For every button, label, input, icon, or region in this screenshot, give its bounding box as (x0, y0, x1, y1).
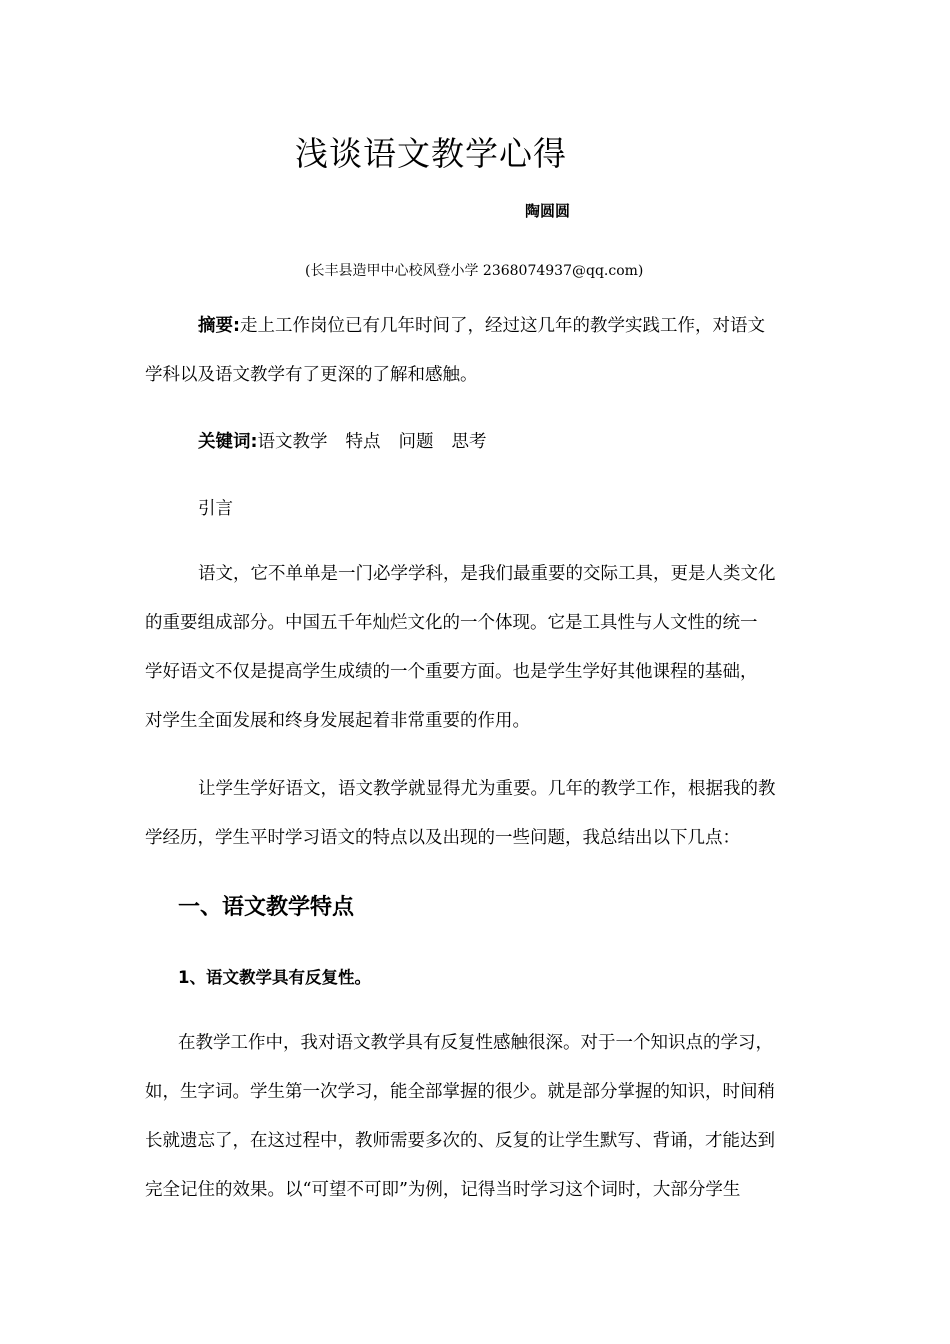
abstract-line: 学科以及语文教学有了更深的了解和感触。 (145, 365, 478, 385)
paragraph-line: 如，生字词。学生第一次学习，能全部掌握的很少。就是部分掌握的知识，时间稍 (145, 1082, 775, 1102)
keyword: 语文教学 (257, 432, 328, 452)
abstract-label: 摘要: (198, 316, 240, 336)
keyword: 思考 (451, 432, 487, 452)
subsection-heading: 1、语文教学具有反复性。 (178, 968, 371, 987)
paragraph-line: 学好语文不仅是提高学生成绩的一个重要方面。也是学生学好其他课程的基础， (145, 662, 758, 682)
intro-heading: 引言 (198, 499, 233, 519)
section-heading: 一、语文教学特点 (178, 895, 355, 920)
paragraph-line: 对学生全面发展和终身发展起着非常重要的作用。 (145, 711, 530, 731)
document-title: 浅谈语文教学心得 (295, 134, 567, 173)
paragraph-line: 让学生学好语文，语文教学就显得尤为重要。几年的教学工作，根据我的教 (198, 779, 776, 799)
paragraph-1 (145, 550, 807, 746)
keyword: 问题 (398, 432, 434, 452)
paragraph-line: 的重要组成部分。中国五千年灿烂文化的一个体现。它是工具性与人文性的统一 (145, 613, 758, 633)
keywords-label: 关键词: (198, 432, 258, 452)
paragraph-2 (145, 765, 807, 863)
paragraph-line: 学经历，学生平时学习语文的特点以及出现的一些问题，我总结出以下几点： (145, 828, 740, 848)
paragraph-line: 长就遗忘了，在这过程中，教师需要多次的、反复的让学生默写、背诵，才能达到 (145, 1131, 775, 1151)
paragraph-line: 在教学工作中，我对语文教学具有反复性感触很深。对于一个知识点的学习， (178, 1033, 773, 1053)
keywords (198, 428, 487, 453)
abstract (145, 302, 807, 400)
author-name: 陶圆圆 (525, 202, 571, 220)
abstract-text: 走上工作岗位已有几年时间了，经过这几年的教学实践工作，对语文 (240, 316, 765, 336)
author-affiliation: (长丰县造甲中心校风登小学 2368074937@qq.com) (305, 263, 644, 279)
keyword: 特点 (345, 432, 381, 452)
paragraph-line: 完全记住的效果。以“可望不可即”为例，记得当时学习这个词时，大部分学生 (145, 1180, 741, 1200)
abstract-line (145, 302, 807, 351)
paragraph-line: 语文，它不单单是一门必学学科，是我们最重要的交际工具，更是人类文化 (198, 564, 776, 584)
paragraph-3 (145, 1019, 807, 1215)
